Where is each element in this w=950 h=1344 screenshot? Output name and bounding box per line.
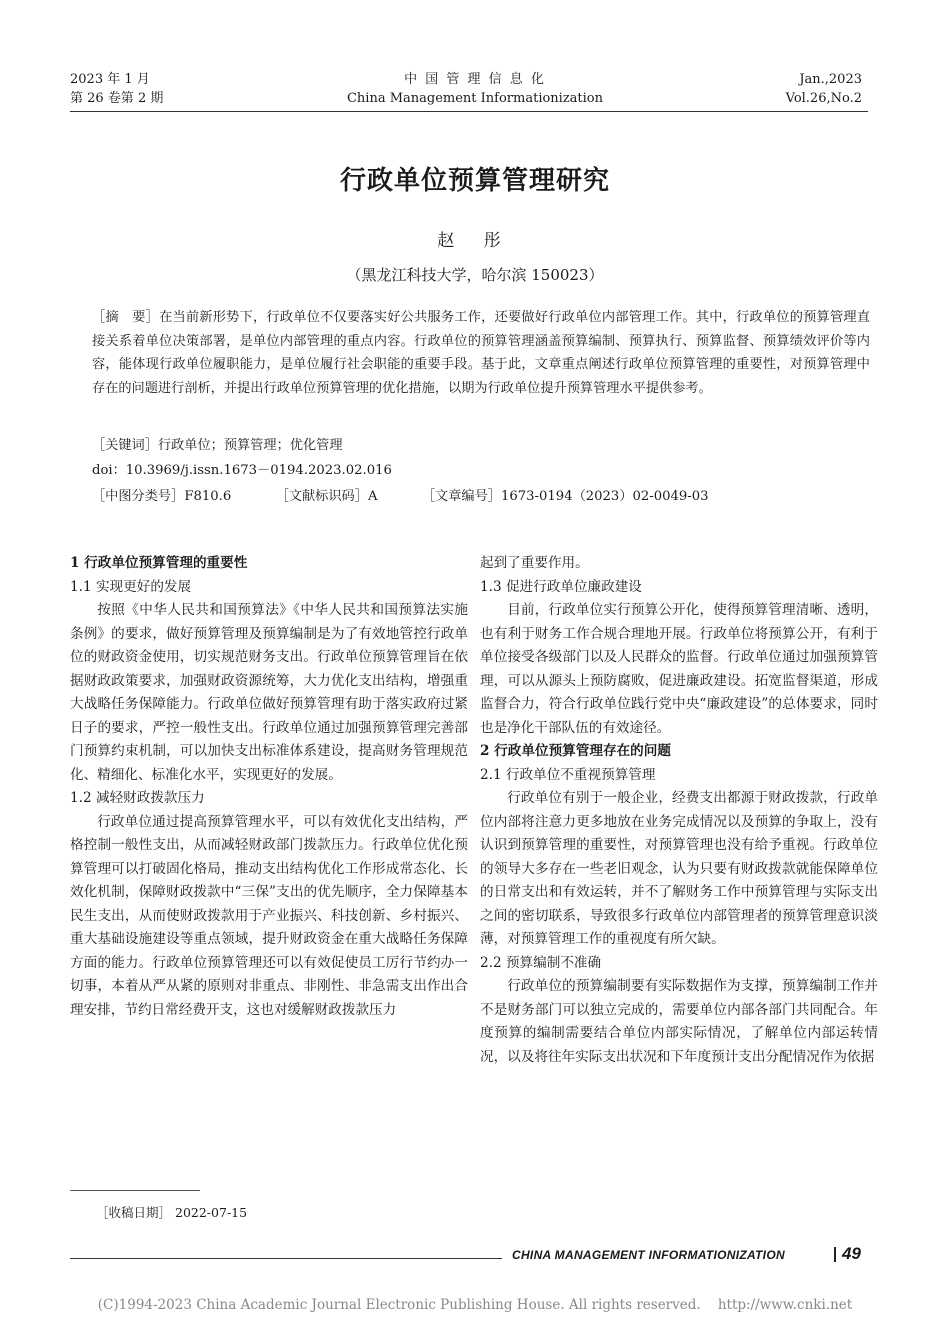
- doi: doi：10.3969/j.issn.1673－0194.2023.02.016: [92, 463, 392, 478]
- clc-value: F810.6: [184, 489, 232, 504]
- header-right: [786, 70, 862, 108]
- keywords-label: ［关键词］: [92, 438, 158, 453]
- received-date: [96, 1203, 247, 1221]
- section-heading: 1 行政单位预算管理的重要性: [70, 555, 248, 571]
- paragraph-continued: 起到了重要作用。: [480, 555, 589, 571]
- footnote-rule: [70, 1190, 200, 1191]
- left-column: [70, 552, 468, 1022]
- paragraph: 行政单位的预算编制要有实际数据作为支撑，预算编制工作并不是财务部门可以独立完成的，需要单位内部各部门共同配合。年度预算的编制需要结合单位内部实际情况，了解单位内部运转情况，以及将往年实际支出状况和下年度预计支出分配情况作为依据: [480, 978, 878, 1065]
- page-number: 49: [842, 1244, 861, 1263]
- footer-journal: CHINA MANAGEMENT INFORMATIONIZATION: [512, 1248, 785, 1262]
- abstract-text: 在当前新形势下，行政单位不仅要落实好公共服务工作，还要做好行政单位内部管理工作。其中，行政单位的预算管理直接关系着单位决策部署，是单位内部管理的重点内容。行政单位的预算管理涵盖预算编制、预算执行、预算监督、预算绩效评价等内容，能体现行政单位履职能力，是单位履行社会职能的重要手段。基于此，文章重点阐述行政单位预算管理的重要性，对预算管理中存在的问题进行剖析，并提出行政单位预算管理的优化措施，以期为行政单位提升预算管理水平提供参考。: [92, 310, 871, 396]
- classification-row: [92, 487, 870, 507]
- header-journal-cn: 中 国 管 理 信 息 化: [404, 72, 546, 87]
- article-affiliation: （黑龙江科技大学，哈尔滨 150023）: [346, 266, 604, 284]
- header-rule: [70, 111, 868, 112]
- copyright-line: (C)1994-2023 China Academic Journal Electronic Publishing House. All rights reserved. http://www.cnki.net: [97, 1297, 853, 1313]
- header-volume-en: Vol.26,No.2: [785, 91, 862, 106]
- subsection-heading: 1.1 实现更好的发展: [70, 578, 192, 595]
- received-date-value: 2022-07-15: [175, 1205, 248, 1220]
- header-journal-en: China Management Informationization: [346, 91, 604, 106]
- keywords-row: [92, 436, 870, 456]
- paragraph: 目前，行政单位实行预算公开化，使得预算管理清晰、透明，也有利于财务工作合规合理地开展。行政单位将预算公开，有利于单位接受各级部门以及人民群众的监督。行政单位通过加强预算管理，可以从源头上预防腐败，促进廉政建设。拓宽监督渠道，形成监督合力，符合行政单位践行党中央“廉政建设”的总体要求，同时也是净化干部队伍的有效途径。: [480, 602, 878, 736]
- footer-rule: [70, 1258, 502, 1259]
- article-no-value: 1673-0194（2023）02-0049-03: [501, 489, 709, 504]
- keywords: 行政单位；预算管理；优化管理: [157, 438, 343, 453]
- subsection-heading: 1.2 减轻财政拨款压力: [70, 790, 205, 806]
- doi-row: [92, 461, 870, 481]
- footer-divider: [834, 1247, 836, 1262]
- received-date-label: ［收稿日期］: [96, 1205, 172, 1220]
- paragraph: 行政单位有别于一般企业，经费支出都源于财政拨款，行政单位内部将注意力更多地放在业务完成情况以及预算的争取上，没有认识到预算管理的重要性，对预算管理也没有给予重视。行政单位的领导大多存在一些老旧观念，认为只要有财政拨款就能保障单位的日常支出和有效运转，并不了解财务工作中预算管理与实际支出之间的密切联系，导致很多行政单位内部管理者的预算管理意识淡薄，对预算管理工作的重视度有所欠缺。: [480, 790, 878, 947]
- article-no-label: ［文章编号］: [421, 489, 501, 504]
- article-author: 赵 彤: [437, 231, 513, 251]
- section-heading: 2 行政单位预算管理存在的问题: [480, 743, 671, 759]
- paragraph: 按照《中华人民共和国预算法》《中华人民共和国预算法实施条例》的要求，做好预算管理及预算编制是为了有效地管控行政单位的财政资金使用，切实规范财务支出。行政单位预算管理旨在依据财政政策要求，加强财政资源统筹，大力优化支出结构，增强重大战略任务保障能力。行政单位做好预算管理有助于落实政府过紧日子的要求，严控一般性支出。行政单位通过加强预算管理完善部门预算约束机制，可以加快支出标准体系建设，提高财务管理规范化、精细化、标准化水平，实现更好的发展。: [70, 602, 468, 783]
- right-column: [480, 552, 878, 1069]
- header-volume-cn: 第 26 卷第 2 期: [70, 91, 164, 106]
- article-title: 行政单位预算管理研究: [339, 166, 610, 196]
- doc-code-label: ［文献标识码］: [275, 489, 368, 504]
- header-date-en: Jan.,2023: [799, 72, 862, 87]
- subsection-heading: 1.3 促进行政单位廉政建设: [480, 578, 642, 595]
- header-date-cn: 2023 年 1 月: [70, 72, 150, 87]
- paragraph: 行政单位通过提高预算管理水平，可以有效优化支出结构，严格控制一般性支出，从而减轻财政部门拨款压力。行政单位优化预算管理可以打破固化格局，推动支出结构优化工作形成常态化、长效化机制，保障财政拨款中“三保”支出的优先顺序，全力保障基本民生支出，从而使财政拨款用于产业振兴、科技创新、乡村振兴、重大基础设施建设等重点领域，提升财政资金在重大战略任务保障方面的能力。行政单位预算管理还可以有效促使员工厉行节约办一切事，本着从严从紧的原则对非重点、非刚性、非急需支出作出合理安排，节约日常经费开支，这也对缓解财政拨款压力: [70, 813, 468, 1018]
- abstract: [92, 306, 870, 400]
- doc-code-value: A: [367, 489, 378, 504]
- subsection-heading: 2.1 行政单位不重视预算管理: [480, 766, 656, 783]
- abstract-label: ［摘 要］: [92, 310, 160, 325]
- clc-label: ［中图分类号］: [92, 489, 185, 504]
- subsection-heading: 2.2 预算编制不准确: [480, 954, 602, 971]
